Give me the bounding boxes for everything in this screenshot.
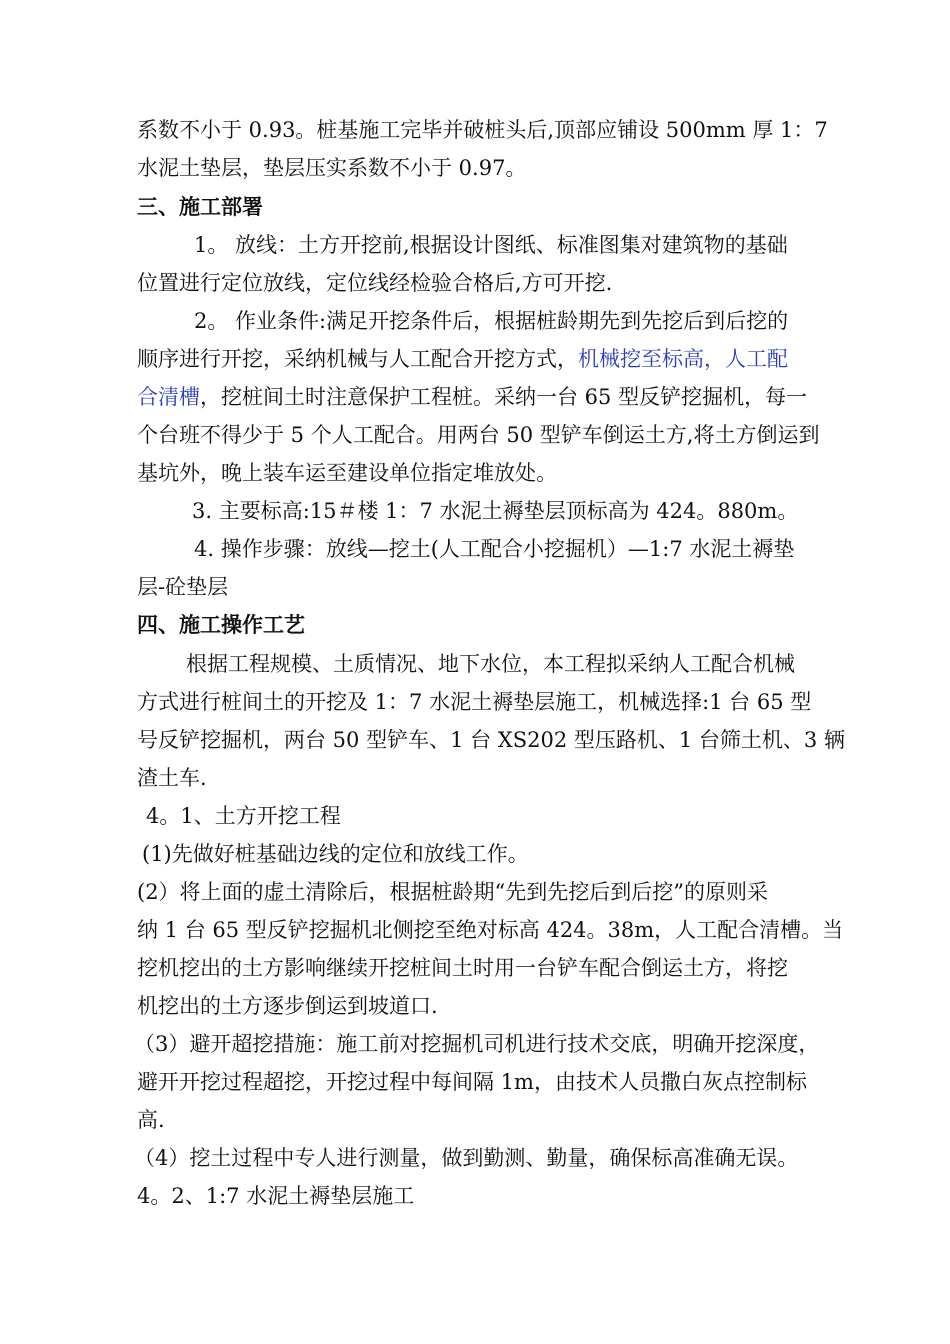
paragraph-line: 避开开挖过程超挖，开挖过程中每间隔 1m，由技术人员撒白灰点控制标	[137, 1070, 807, 1094]
paragraph-line: 位置进行定位放线，定位线经检验合格后,方可开挖.	[137, 271, 613, 295]
paragraph-line: 个台班不得少于 5 个人工配合。用两台 50 型铲车倒运土方,将土方倒运到	[137, 423, 820, 447]
paragraph-line: 基坑外，晚上装车运至建设单位指定堆放处。	[137, 461, 557, 485]
text-span: 顺序进行开挖，采纳机械与人工配合开挖方式，	[137, 347, 578, 371]
text-span: ，挖桩间土时注意保护工程桩。采纳一台 65 型反铲挖掘机，每一	[200, 385, 808, 409]
highlighted-text: 机械挖至标高，人工配	[578, 347, 788, 371]
list-item: （3）避开超挖措施：施工前对挖掘机司机进行技术交底，明确开挖深度，	[134, 1032, 820, 1056]
paragraph-line: 渣土车.	[137, 766, 207, 790]
paragraph-line: 3. 主要标高:15＃楼 1：7 水泥土褥垫层顶标高为 424。880m。	[192, 499, 799, 523]
paragraph-line: 水泥土垫层，垫层压实系数不小于 0.97。	[137, 156, 527, 180]
paragraph-line: 根据工程规模、土质情况、地下水位，本工程拟采纳人工配合机械	[186, 652, 795, 676]
paragraph-line: 机挖出的土方逐步倒运到坡道口.	[137, 994, 438, 1018]
section-heading-process: 四、施工操作工艺	[137, 613, 305, 637]
paragraph-line: 1。 放线：土方开挖前,根据设计图纸、标准图集对建筑物的基础	[194, 233, 788, 257]
section-heading-deployment: 三、施工部署	[137, 195, 263, 219]
list-item: （4）挖土过程中专人进行测量，做到勤测、勤量，确保标高准确无误。	[134, 1146, 799, 1170]
paragraph-line	[137, 345, 788, 373]
highlighted-text: 合清槽	[137, 385, 200, 409]
paragraph-line: 2。 作业条件:满足开挖条件后，根据桩龄期先到先挖后到后挖的	[194, 309, 789, 333]
paragraph-line: 纳 1 台 65 型反铲挖掘机北侧挖至绝对标高 424。38m，人工配合清槽。当	[137, 918, 844, 942]
paragraph-line: 4. 操作步骤：放线—挖土(人工配合小挖掘机）—1:7 水泥土褥垫	[194, 537, 795, 561]
paragraph-line: 挖机挖出的土方影响继续开挖桩间土时用一台铲车配合倒运土方，将挖	[137, 956, 788, 980]
paragraph-line	[137, 383, 807, 411]
subsection-heading: 4。1、土方开挖工程	[146, 804, 341, 828]
subsection-heading: 4。2、1:7 水泥土褥垫层施工	[137, 1184, 415, 1208]
paragraph-line: 层-砼垫层	[137, 575, 229, 599]
paragraph-line: 号反铲挖掘机，两台 50 型铲车、1 台 XS202 型压路机、1 台筛土机、3 辆	[137, 728, 845, 752]
list-item: (1)先做好桩基础边线的定位和放线工作。	[142, 842, 529, 866]
paragraph-line: 系数不小于 0.93。桩基施工完毕并破桩头后,顶部应铺设 500mm 厚 1：7	[137, 118, 828, 142]
paragraph-line: 方式进行桩间土的开挖及 1：7 水泥土褥垫层施工，机械选择:1 台 65 型	[137, 690, 812, 714]
paragraph-line: 高.	[137, 1108, 165, 1132]
list-item: (2）将上面的虚土清除后，根据桩龄期“先到先挖后到后挖”的原则采	[137, 880, 769, 904]
